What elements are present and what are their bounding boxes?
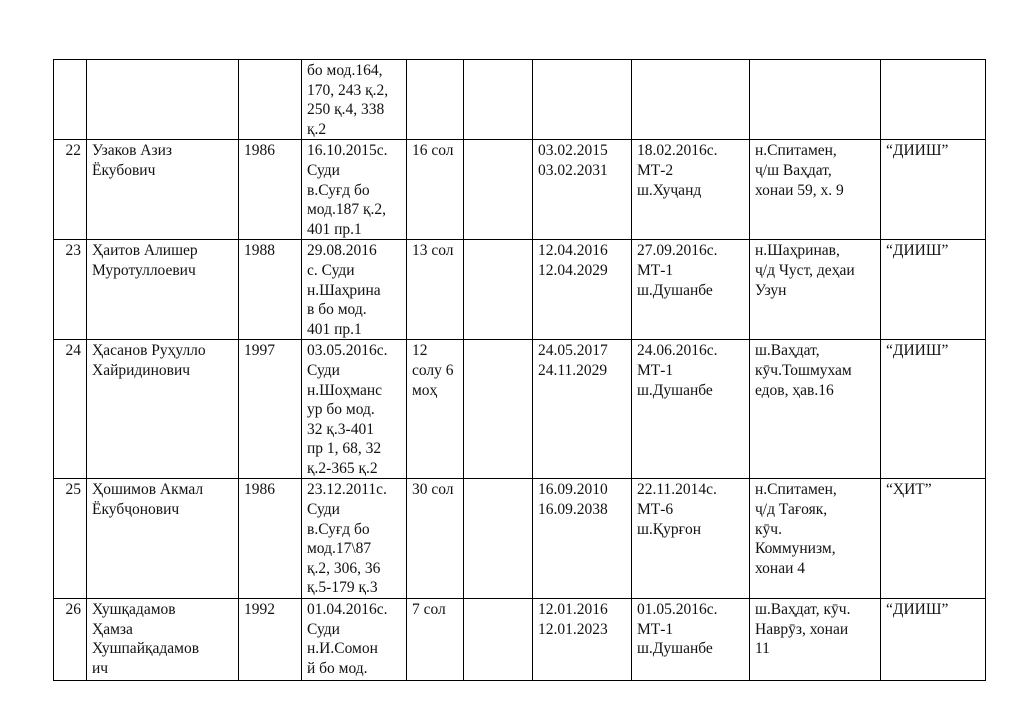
arrival-info: 18.02.2016с. МТ-2 ш.Хуҷанд	[632, 140, 750, 240]
row-number	[54, 60, 87, 140]
person-name: Ҳошимов Акмал Ёкубҷонович	[87, 479, 239, 599]
birth-year: 1986	[239, 140, 302, 240]
term-dates	[533, 60, 632, 140]
term-dates: 03.02.2015 03.02.2031	[533, 140, 632, 240]
table-row	[54, 340, 986, 479]
organization: “ДИИШ”	[881, 140, 986, 240]
table-row	[54, 599, 986, 681]
home-address: н.Спитамен, ҷ/д Тағояк, кӯч. Коммунизм, хонаи 4	[750, 479, 881, 599]
empty-cell	[464, 240, 533, 340]
row-number: 22	[54, 140, 87, 240]
organization	[881, 60, 986, 140]
home-address: н.Шаҳринав, ҷ/д Чуст, деҳаи Узун	[750, 240, 881, 340]
table-row	[54, 240, 986, 340]
empty-cell	[464, 479, 533, 599]
arrival-info	[632, 60, 750, 140]
row-number: 25	[54, 479, 87, 599]
birth-year: 1992	[239, 599, 302, 681]
sentence-details: бо мод.164, 170, 243 қ.2, 250 қ.4, 338 қ.2	[302, 60, 407, 140]
person-name: Хушқадамов Ҳамза Хушпайқадамов ич	[87, 599, 239, 681]
row-number: 23	[54, 240, 87, 340]
home-address: ш.Ваҳдат, кӯч. Наврӯз, хонаи 11	[750, 599, 881, 681]
roster-body	[54, 60, 986, 681]
person-name: Ҳаитов Алишер Муротуллоевич	[87, 240, 239, 340]
birth-year	[239, 60, 302, 140]
home-address: ш.Ваҳдат, кӯч.Тошмухам едов, ҳав.16	[750, 340, 881, 479]
organization: “ДИИШ”	[881, 340, 986, 479]
birth-year: 1986	[239, 479, 302, 599]
roster-table	[53, 59, 986, 681]
empty-cell	[464, 599, 533, 681]
home-address: н.Спитамен, ҷ/ш Ваҳдат, хонаи 59, х. 9	[750, 140, 881, 240]
sentence-term	[407, 60, 464, 140]
organization: “ҲИТ”	[881, 479, 986, 599]
person-name	[87, 60, 239, 140]
birth-year: 1997	[239, 340, 302, 479]
sentence-term: 16 сол	[407, 140, 464, 240]
term-dates: 24.05.2017 24.11.2029	[533, 340, 632, 479]
table-row	[54, 479, 986, 599]
sentence-term: 30 сол	[407, 479, 464, 599]
row-number: 26	[54, 599, 87, 681]
sentence-details: 23.12.2011с. Суди в.Суғд бо мод.17\87 қ.2, 306, 36 қ.5-179 қ.3	[302, 479, 407, 599]
term-dates: 12.01.2016 12.01.2023	[533, 599, 632, 681]
term-dates: 12.04.2016 12.04.2029	[533, 240, 632, 340]
organization: “ДИИШ”	[881, 240, 986, 340]
person-name: Ҳасанов Руҳулло Хайридинович	[87, 340, 239, 479]
sentence-term: 7 сол	[407, 599, 464, 681]
arrival-info: 01.05.2016с. МТ-1 ш.Душанбе	[632, 599, 750, 681]
home-address	[750, 60, 881, 140]
table-row	[54, 140, 986, 240]
empty-cell	[464, 60, 533, 140]
sentence-term: 13 сол	[407, 240, 464, 340]
arrival-info: 24.06.2016с. МТ-1 ш.Душанбе	[632, 340, 750, 479]
sentence-details: 29.08.2016 с. Суди н.Шаҳрина в бо мод. 401 пр.1	[302, 240, 407, 340]
arrival-info: 27.09.2016с. МТ-1 ш.Душанбе	[632, 240, 750, 340]
empty-cell	[464, 340, 533, 479]
term-dates: 16.09.2010 16.09.2038	[533, 479, 632, 599]
arrival-info: 22.11.2014с. МТ-6 ш.Қурғон	[632, 479, 750, 599]
row-number: 24	[54, 340, 87, 479]
birth-year: 1988	[239, 240, 302, 340]
sentence-details: 03.05.2016с. Суди н.Шоҳманс ур бо мод. 32 қ.3-401 пр 1, 68, 32 қ.2-365 қ.2	[302, 340, 407, 479]
table-row	[54, 60, 986, 140]
organization: “ДИИШ”	[881, 599, 986, 681]
sentence-term: 12 солу 6 моҳ	[407, 340, 464, 479]
sentence-details: 16.10.2015с. Суди в.Суғд бо мод.187 қ.2, 401 пр.1	[302, 140, 407, 240]
empty-cell	[464, 140, 533, 240]
sentence-details: 01.04.2016с. Суди н.И.Сомон й бо мод.	[302, 599, 407, 681]
person-name: Узаков Азиз Ёкубович	[87, 140, 239, 240]
